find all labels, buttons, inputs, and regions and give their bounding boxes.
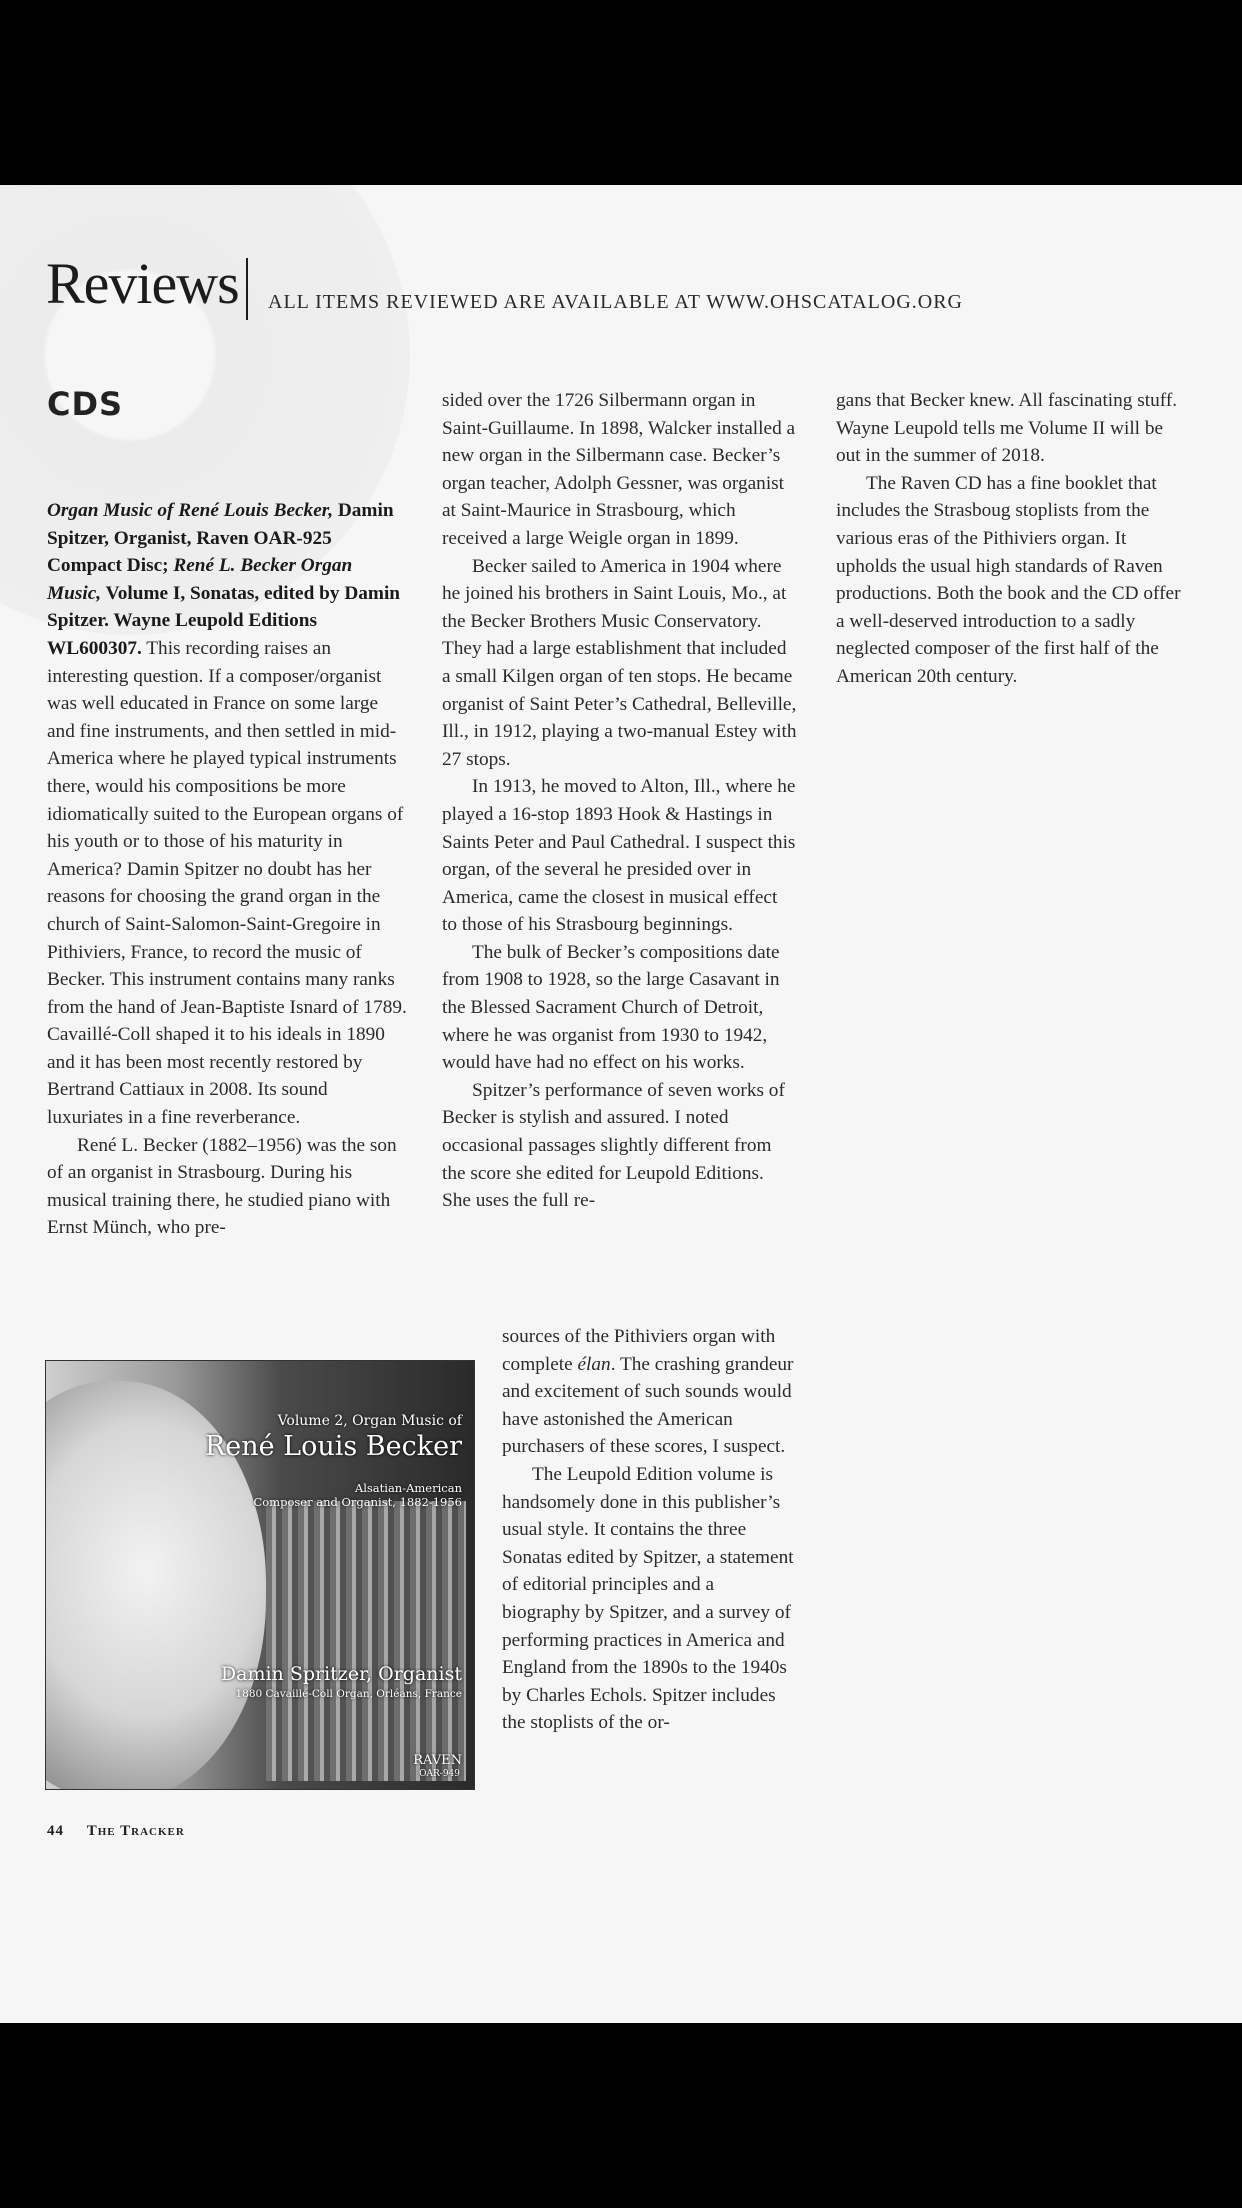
cover-composer-dates: Composer and Organist, 1882-1956 bbox=[253, 1495, 462, 1509]
publication-name: The Tracker bbox=[86, 1823, 185, 1839]
header-divider bbox=[246, 258, 248, 320]
cover-performer: Damin Spritzer, Organist bbox=[220, 1663, 462, 1685]
page-number: 44 bbox=[47, 1823, 64, 1839]
review-paragraph-5: The bulk of Becker’s compositions date from 1908 to 1928, so the large Casavant in the Blessed Sacrament Church of Detroit, where he was organist from 1930 to 1942, would have had no effect on his works. bbox=[442, 941, 780, 1074]
review-paragraph-7: The Leupold Edition volume is handsomely done in this publisher’s usual style. It contains the three Sonatas edited by Spitzer, a statement of editorial principles and a biography by Spitzer, and a survey of performing practices in America and England from the 1890s to the 1940s by Charles Echols. Spitzer includes the stoplists of the or- bbox=[502, 1463, 794, 1734]
cover-label: RAVEN bbox=[413, 1753, 462, 1768]
cover-volume: Volume 2, Organ Music of bbox=[277, 1413, 462, 1429]
review-paragraph-2b: sided over the 1726 Silbermann organ in Saint-Guillaume. In 1898, Walcker installed a new organ in the Silbermann case. Becker’s organ teacher, Adolph Gessner, was organist at Saint-Maurice in Strasbourg, which received a large Weigle organ in 1899. bbox=[442, 390, 796, 549]
review-paragraph-7c: gans that Becker knew. All fascinating stuff. Wayne Leupold tells me Volume II will be out in the summer of 2018. bbox=[836, 390, 1178, 467]
organ-pipes-graphic bbox=[266, 1501, 466, 1781]
column-2-lower bbox=[502, 1323, 797, 1737]
review-paragraph-8: The Raven CD has a fine booklet that includes the Strasboug stoplists from the various eras of the Pithiviers organ. It upholds the usual high standards of Raven productions. Both the book and the CD offer a well-deserved introduction to a sadly neglected composer of the first half of the American 20th century. bbox=[836, 472, 1181, 687]
review-paragraph-1: Organ Music of René Louis Becker, Damin Spitzer, Organist, Raven OAR-925 Compact Disc; René L. Becker Organ Music, Volume I, Sonatas, edited by Damin Spitzer. Wayne Leupold Editions WL600307. This recording raises an interesting question. If a composer/organist was well educated in France on some large and fine instruments, and then settled in mid-America where he played typical instruments there, would his compositions be more idiomatically suited to the European organs of his youth or to those of his maturity in America? Damin Spitzer no doubt has her reasons for choosing the grand organ in the church of Saint-Salomon-Saint-Gregoire in Pithiviers, France, to record the music of Becker. This instrument contains many ranks from the hand of Jean-Baptiste Isnard of 1789. Cavaillé-Coll shaped it to his ideals in 1890 and it has been most recently restored by Bertrand Cattiaux in 2008. Its sound luxuriates in a fine reverberance. bbox=[47, 500, 407, 1129]
review-paragraph-3: Becker sailed to America in 1904 where he joined his brothers in Saint Louis, Mo., at the Becker Brothers Music Conservatory. They had a large establishment that included a small Kilgen organ of ten stops. He became organist of Saint Peter’s Cathedral, Belleville, Ill., in 1912, playing a two-manual Estey with 27 stops. bbox=[442, 555, 797, 770]
page-footer bbox=[47, 1823, 185, 1840]
review-heading: Organ Music of René Louis Becker, Damin Spitzer, Organist, Raven OAR-925 Compact Disc; René L. Becker Organ Music, Volume I, Sonatas, edited by Damin Spitzer. Wayne Leupold Editions WL600307. bbox=[47, 500, 401, 659]
magazine-page bbox=[0, 185, 1242, 2023]
cover-subtitle: Alsatian-American bbox=[354, 1481, 462, 1495]
cover-organ: 1880 Cavaillé-Coll Organ, Orléans, France bbox=[235, 1688, 462, 1700]
header-subtitle: ALL ITEMS REVIEWED ARE AVAILABLE AT WWW.OHSCATALOG.ORG bbox=[268, 291, 963, 313]
cover-title: René Louis Becker bbox=[204, 1431, 462, 1462]
review-paragraph-4: In 1913, he moved to Alton, Ill., where he played a 16-stop 1893 Hook & Hastings in Saints Peter and Paul Cathedral. I suspect this organ, of the several he presided over in America, came the closest in musical effect to those of his Strasbourg beginnings. bbox=[442, 776, 796, 936]
cover-catalog: OAR-949 bbox=[419, 1769, 460, 1779]
review-paragraph-2a: René L. Becker (1882–1956) was the son of an organist in Strasbourg. During his musical training there, he studied piano with Ernst Münch, who pre- bbox=[47, 1134, 397, 1239]
section-title: Reviews bbox=[46, 251, 239, 316]
album-cover-image bbox=[45, 1360, 475, 1790]
column-1 bbox=[47, 497, 407, 1242]
review-paragraph-6b: sources of the Pithiviers organ with complete élan. The crashing grandeur and excitement of such sounds would have astonished the American purchasers of these scores, I suspect. bbox=[502, 1326, 794, 1458]
column-3 bbox=[836, 387, 1192, 691]
category-label: CDS bbox=[47, 385, 124, 423]
column-2 bbox=[442, 387, 797, 1215]
review-paragraph-6a: Spitzer’s performance of seven works of Becker is stylish and assured. I noted occasional passages slightly different from the score she edited for Leupold Editions. She uses the full re- bbox=[442, 1079, 785, 1212]
